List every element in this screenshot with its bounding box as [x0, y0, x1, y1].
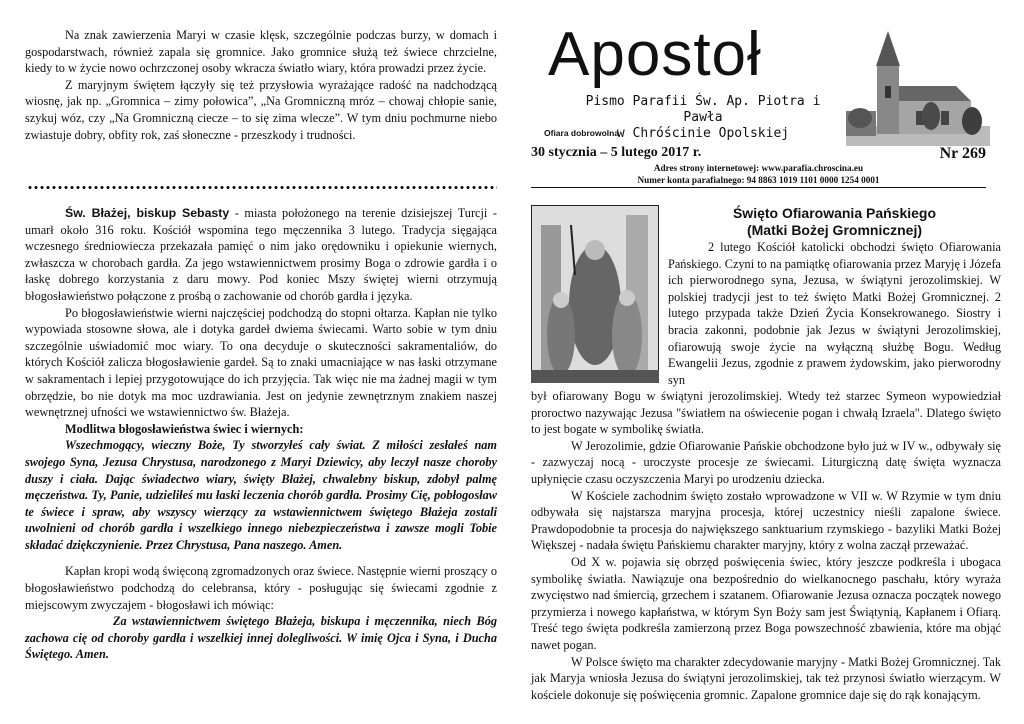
paragraph: Na znak zawierzenia Maryi w czasie klęsk, szczególnie podczas burzy, w domach i gospodarstwach, również zapala się gromnice. Jako gromnice służą też świece chrzcielne, kiedy to w życie nowo ochrzczonej osoby wkracza światło wiary, która prowadzi przez życie. [25, 28, 497, 76]
paragraph: - miasta położonego na terenie dzisiejszej Turcji - umarł około 316 roku. Kościół wspomina tego męczennika 3 lutego. Tradycja sięgająca wczesnego średniowiecza przekazała pamięć o nim jako orędowniku i opiekunie wiernych, zwłaszcza w chorobach gardła. Za jego wstawiennictwem prosimy Boga o zdrowie gardła i o łaskę dobrego korzystania z daru mowy. Pod koniec Mszy świętej wierni otrzymują błogosławieństwo połączone z prośbą o zachowanie od chorób gardła i języka. [25, 206, 497, 303]
paragraph: 2 lutego Kościół katolicki obchodzi święto Ofiarowania Pańskiego. Czyni to na pamiątkę ofiarowania przez Maryję i Józefa ich pierworodnego syna, Jezusa, w świątyni jerozolimskiej. W polskiej tradycji jest to też święto Matki Bożej Gromnicznej. 2 lutego przypada także Dzień Życia Konsekrowanego. Siostry i bracia zakonni, podobnie jak Jezus w świątyni Jerozolimskiej, ofiarowują swoje życie na wyłączną służbę Bogu. Według Ewangelii Jezus, zgodnie z prawem żydowskim, jako pierworodny syn [668, 240, 1001, 387]
website-line: Adres strony internetowej: www.parafia.chroscina.eu [653, 163, 864, 173]
article-title [668, 205, 1001, 239]
paragraph: był ofiarowany Bogu w świątyni jerozolimskiej. Wtedy też starzec Symeon wypowiedział proroctwo nazywając Jezusa "światłem na oświecenie pogan i chwałą Izraela". Dlatego święto to jest bogate w symbolikę światła. [531, 389, 1001, 437]
masthead [548, 20, 838, 142]
offer-label: Ofiara dobrowolna [544, 128, 620, 138]
header-rule [531, 187, 986, 188]
article-title-line: (Matki Bożej Gromnicznej) [746, 222, 923, 238]
blessing-text: Za wstawiennictwem świętego Błażeja, biskupa i męczennika, niech Bóg zachowa cię od choroby gardła i wszelkiej innej dolegliwości. W imię Ojca i Syna, i Ducha Świętego. Amen. [25, 614, 497, 662]
paragraph: Kapłan kropi wodą święconą zgromadzonych oraz świece. Następnie wierni proszący o błogosławieństwo podchodzą do celebransa, który - posługując się świecami zgodnie z miejscowym zwyczajem - błogosławi ich mówiąc: [25, 564, 497, 612]
paragraph: W Polsce święto ma charakter zdecydowanie maryjny - Matki Bożej Gromnicznej. Tak jak Maryja wniosła Jezusa do świątyni jerozolimskiej, tak też przynosi światło wierzącym. W kościele dokonuje się poświęcenia gromnic. Zapalone gromnice daje się do rąk konającym. [531, 654, 1001, 702]
subtitle: w Chróścinie Opolskiej [616, 126, 790, 141]
issue-line [531, 145, 986, 161]
newsletter-title: Apostoł [548, 20, 762, 89]
church-photo [846, 26, 990, 146]
issue-number: Nr 269 [939, 145, 986, 162]
prayer-title: Modlitwa błogosławieństwa świec i wiernych: [65, 421, 304, 436]
prayer-text: Wszechmogący, wieczny Boże, Ty stworzyłeś cały świat. Z miłości zesłałeś nam swojego Syna, Jezusa Chrystusa, narodzonego z Maryi Dziewicy, aby leczył nasze choroby duszy i ciała. Dając świadectwo wiary, święty Błażej, chwalebny biskup, zdobył palmę męczeństwa. Ty, Panie, udzieliłeś mu łaski leczenia chorób gardła. Prosimy Cię, pobłogosław te świece i spraw, aby wszyscy wierzący za wstawiennictwem świętego Błażeja zostali uwolnieni od chorób gardła i wszelkiego innego niebezpieczeństwa i zawsze mogli Tobie składać dziękczynienie. Przez Chrystusa, Pana naszego. Amen. [25, 438, 497, 552]
paragraph: W Kościele zachodnim święto zostało wprowadzone w VII w. W Rzymie w tym dniu odbywała się najstarsza maryjna procesja, której uczestnicy nieśli zapalone świece. Prawdopodobnie ta procesja do największego sanktuarium rzymskiego - bazyliki Matki Bożej Większej - nadała świętu Pańskiemu charakter maryjny, który z wolna zaczął przeważać. [531, 488, 1001, 553]
paragraph: W Jerozolimie, gdzie Ofiarowanie Pańskie obchodzone było już w IV w., odbywały się - zazwyczaj nocą - uroczyste procesje ze świecami. Liturgiczną datę święta wyznacza upłynięcie czasu oczyszczenia Maryi po urodzeniu dziecka. [531, 438, 1001, 486]
article-body [531, 388, 1001, 703]
blazej-section [25, 205, 497, 663]
article-title-line: Święto Ofiarowania Pańskiego [732, 205, 937, 221]
paragraph: Po błogosławieństwie wierni najczęściej podchodzą do stopni ołtarza. Kapłan nie tylko wypowiada stosowne słowa, ale i dotyka gardeł dwiema świecami. Warto sobie w tym dniu szczególnie uświadomić moc wiary. To ona decyduje o skuteczności sakramentaliów, do których Kościół zalicza błogosławienie gardeł. Są to znaki umacniające w nas łaski otrzymane w sakramentach i lepiej przygotowujące do ich przyjęcia. Tak więc nie ma żadnej magii w tym obrzędzie, bo nie dotyk ma moc uzdrawiania. Jest on jedynie zewnętrznym znakiem naszej wewnętrznej ufności we wstawiennictwo św. Błażeja. [25, 305, 497, 420]
left-top-text [25, 27, 497, 143]
subtitle: Pismo Parafii Św. Ap. Piotra i Pawła [585, 94, 821, 125]
section-heading: Św. Błażej, biskup Sebasty [65, 206, 230, 220]
account-line: Numer konta parafialnego: 94 8863 1019 1101 0000 1254 0001 [637, 175, 880, 185]
paragraph: Od X w. pojawia się obrzęd poświęcenia świec, który jeszcze podkreśla i ubogaca symbolikę światła. Nawiązuje ona bezpośrednio do wielkanocnego paschału, który wyraża zwycięstwo nad śmiercią, grzechem i szatanem. Ofiarowanie Jezusa oznacza początek nowego przymierza i nowego kapłaństwa, w którym Syn Boży sam jest Świątynią, Kapłanem i Ofiarą. Treść tego święta podkreśla zamierzoną przez Boga powszechność zbawienia, które ma objąć nawet pogan. [531, 554, 1001, 652]
presentation-engraving [531, 205, 659, 383]
issue-date: 30 stycznia – 5 lutego 2017 r. [531, 145, 702, 160]
dotted-divider [27, 185, 497, 190]
article-intro [668, 239, 1001, 388]
paragraph: Z maryjnym świętem łączyły się też przysłowia wyrażające radość na nadchodzącą wiosnę, jak np. „Gromnica – zimy połowica”, „Na Gromniczną mróz – chowaj chłopie sanie, szykuj wóz, czy „Na Gromniczną ciecze – to się zima wlecze”. W tym dniu pochmurne niebo zwiastuje dobry, obfity rok, zaś słoneczne - przeszkody i trudności. [25, 77, 497, 142]
contact-info [531, 162, 986, 186]
